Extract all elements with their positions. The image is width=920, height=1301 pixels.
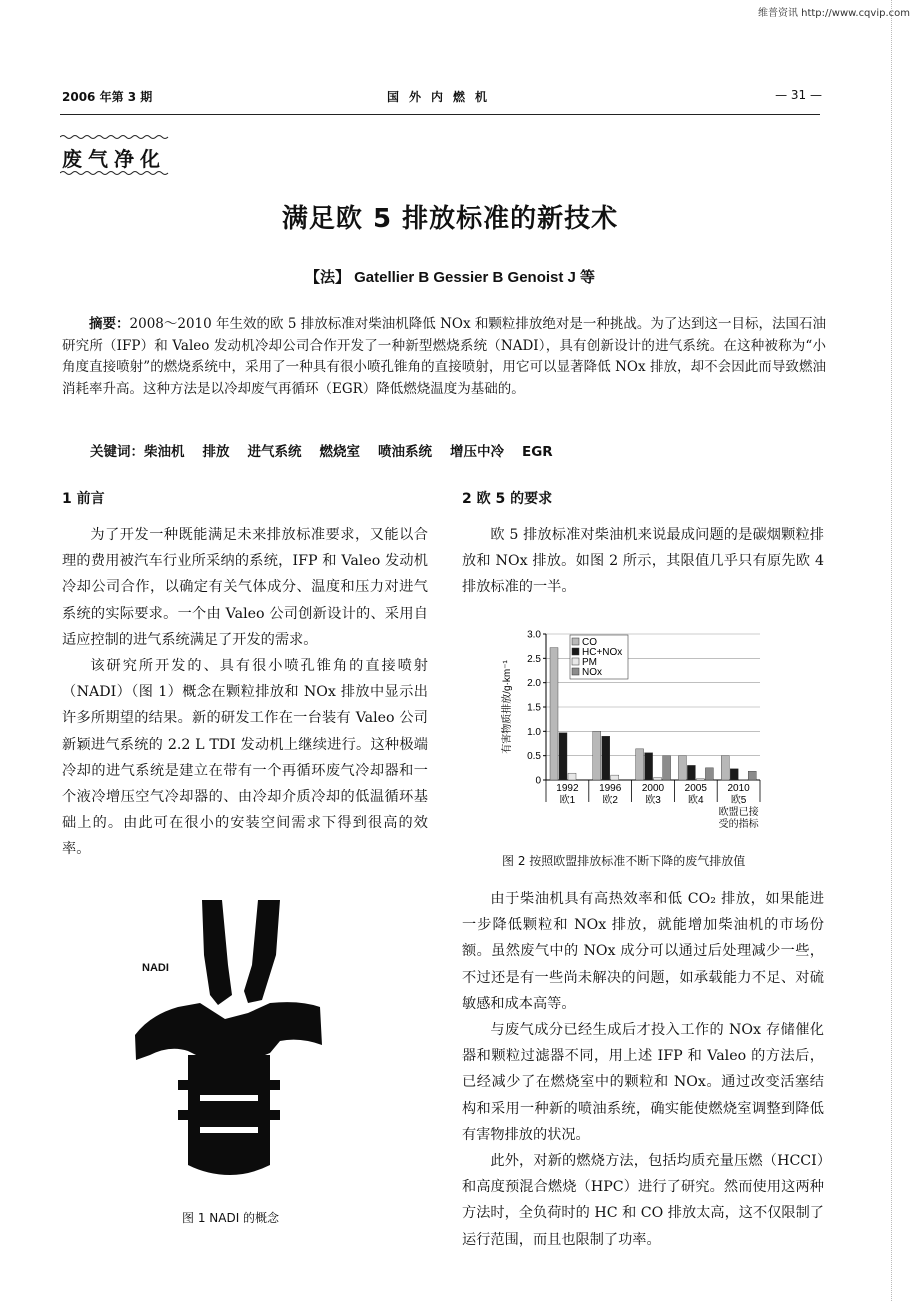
keywords	[90, 440, 830, 460]
x-tick-year: 1992	[556, 783, 579, 794]
keyword: 排放	[202, 444, 230, 460]
legend-label: CO	[582, 637, 597, 648]
page-number: — 31 —	[775, 88, 822, 102]
y-axis-label: 有害物质排放/g·km⁻¹	[502, 660, 513, 754]
legend-label: HC+NOx	[582, 647, 623, 658]
injector-spray-left	[202, 900, 232, 1005]
keyword: 柴油机	[144, 444, 185, 460]
y-tick-label: 2.5	[527, 653, 541, 665]
bar-co	[636, 749, 644, 780]
section1-heading: 1 前言	[62, 491, 105, 507]
piston-bowl	[135, 1002, 322, 1060]
x-tick-name: 欧5	[730, 795, 747, 806]
bar-nox	[663, 756, 671, 780]
legend-swatch	[572, 638, 579, 645]
y-tick-label: 1.0	[527, 726, 541, 738]
section1-paragraph: 该研究所开发的、具有很小喷孔锥角的直接喷射（NADI）（图 1）概念在颗粒排放和 NOx 排放中显示出许多所期望的结果。新的研发工作在一台装有 Valeo 公司新颖进气系统的 2.2 L TDI 发动机上继续进行。这种极端冷却的进气系统是建立在带有一个再循环废气冷却器和一个液冷增压空气冷却器的、由冷却介质冷却的低温循环基础上的。由此可在很小的安装空间需求下得到很高的效率。	[62, 658, 428, 858]
y-tick-label: 0.5	[527, 751, 541, 763]
legend-swatch	[572, 658, 579, 665]
injector-spray-right	[244, 900, 280, 1003]
legend-label: NOx	[582, 667, 602, 678]
header-rule	[60, 114, 820, 115]
article-title: 满足欧 5 排放标准的新技术	[281, 204, 619, 234]
bar-pm	[654, 778, 662, 780]
section2-paragraph: 由于柴油机具有高热效率和低 CO₂ 排放，如果能进一步降低颗粒和 NOx 排放，就能增加柴油机的市场份额。虽然废气中的 NOx 成分可以通过后处理减少一些，不过还是有一些尚未解决的问题，如承载能力不足、对硫敏感和成本高等。	[462, 891, 824, 1012]
section2-intro: 欧 5 排放标准对柴油机来说最成问题的是碳烟颗粒排放和 NOx 排放。如图 2 所示，其限值几乎只有原先欧 4 排放标准的一半。	[462, 527, 824, 596]
abstract	[62, 314, 826, 400]
issue-label: 2006 年第 3 期	[62, 90, 153, 104]
wave-top-decoration	[60, 134, 170, 140]
author-line: 【法】 Gatellier B Gessier B Genoist J 等	[304, 269, 596, 286]
figure1-caption: 图 1 NADI 的概念	[182, 1211, 280, 1225]
y-tick-label: 1.5	[527, 702, 541, 714]
running-header	[62, 88, 822, 108]
watermark-text: 维普资讯 http://www.cqvip.com	[757, 8, 910, 19]
bar-pm	[696, 779, 704, 780]
bar-pm	[568, 773, 576, 780]
section-tag	[60, 134, 170, 174]
bar-hcnox	[687, 765, 695, 780]
x-tick-year: 2000	[641, 783, 665, 794]
section2-paragraph: 此外，对新的燃烧方法，包括均质充量压燃（HCCI）和高度预混合燃烧（HPC）进行了研究。然而使用这两种方法时，全负荷时的 HC 和 CO 排放太高，这不仅限制了运行范围，而且也限制了功率。	[462, 1153, 824, 1248]
keyword: 燃烧室	[319, 444, 360, 460]
section-tag-label: 废气净化	[62, 147, 166, 171]
bar-co	[678, 756, 686, 780]
bar-co	[721, 756, 729, 780]
figure2-chart	[498, 628, 788, 838]
bar-co	[593, 731, 601, 780]
x-tick-year: 2010	[727, 783, 750, 794]
keyword: 进气系统	[247, 444, 302, 460]
x-tick-name: 欧3	[645, 795, 661, 806]
keyword: EGR	[522, 444, 553, 460]
abstract-text: 2008～2010 年生效的欧 5 排放标准对柴油机降低 NOx 和颗粒排放绝对是一种挑战。为了达到这一目标，法国石油研究所（IFP）和 Valeo 发动机冷却公司合作开发了一种新型燃烧系统（NADI），具有创新设计的进气系统。在这种被称为“小角度直接喷射”的燃烧系统中，采用了一种具有很小喷孔锥角的直接喷射，用它可以显著降低 NOx 排放，却不会因此而导致燃油消耗率升高。这种方法是以冷却废气再循环（EGR）降低燃烧温度为基础的。	[62, 316, 826, 397]
legend-label: PM	[582, 657, 597, 668]
abstract-label: 摘要：	[89, 316, 130, 332]
legend-swatch	[572, 668, 579, 675]
bar-hcnox	[559, 733, 567, 780]
section1-body	[62, 522, 428, 863]
bar-pm	[611, 775, 619, 780]
legend-swatch	[572, 648, 579, 655]
x-tick-year: 2005	[684, 783, 707, 794]
y-tick-label: 3.0	[527, 629, 541, 641]
wave-bottom-decoration	[60, 170, 170, 176]
x-tick-name: 欧2	[602, 795, 618, 806]
bar-nox	[705, 768, 713, 780]
section2-heading: 2 欧 5 的要求	[462, 491, 553, 507]
emission-bar-chart	[498, 628, 788, 838]
y-tick-label: 2.0	[527, 678, 541, 690]
keywords-label: 关键词：	[90, 444, 144, 460]
y-tick-label: 0	[535, 775, 541, 787]
section1-paragraph: 为了开发一种既能满足未来排放标准要求，又能以合理的费用被汽车行业所采纳的系统，IFP 和 Valeo 发动机冷却公司合作，以确定有关气体成分、温度和压力对进气系统的实际要求。一个由 Valeo 公司创新设计的、采用自适应控制的进气系统满足了开发的需求。	[62, 527, 428, 648]
bar-hcnox	[645, 753, 653, 780]
x-tick-name: 欧1	[559, 795, 576, 806]
section2-paragraph: 与废气成分已经生成后才投入工作的 NOx 存储催化器和颗粒过滤器不同，用上述 IFP 和 Valeo 的方法后，已经减少了在燃烧室中的颗粒和 NOx。通过改变活塞结构和采用一种新的喷油系统，确实能使燃烧室调整到降低有害物排放的状况。	[462, 1022, 824, 1143]
chart-note: 欧盟已接	[718, 807, 759, 818]
margin-line	[890, 0, 892, 1301]
section2-body	[462, 886, 824, 1253]
bar-nox	[748, 771, 756, 780]
figure1-label: NADI	[142, 962, 169, 974]
keyword: 增压中冷	[450, 444, 504, 460]
keyword: 喷油系统	[378, 444, 432, 460]
x-tick-name: 欧4	[688, 795, 704, 806]
figure2-caption: 图 2 按照欧盟排放标准不断下降的废气排放值	[502, 854, 746, 868]
bar-hcnox	[730, 769, 738, 780]
figure1-nadi-diagram	[130, 895, 330, 1185]
x-tick-year: 1996	[599, 783, 622, 794]
bar-hcnox	[602, 736, 610, 780]
chart-note: 受的指标	[718, 819, 759, 830]
piston-body	[178, 1055, 280, 1175]
bar-co	[550, 648, 558, 780]
journal-name: 国外内燃机	[386, 90, 497, 104]
